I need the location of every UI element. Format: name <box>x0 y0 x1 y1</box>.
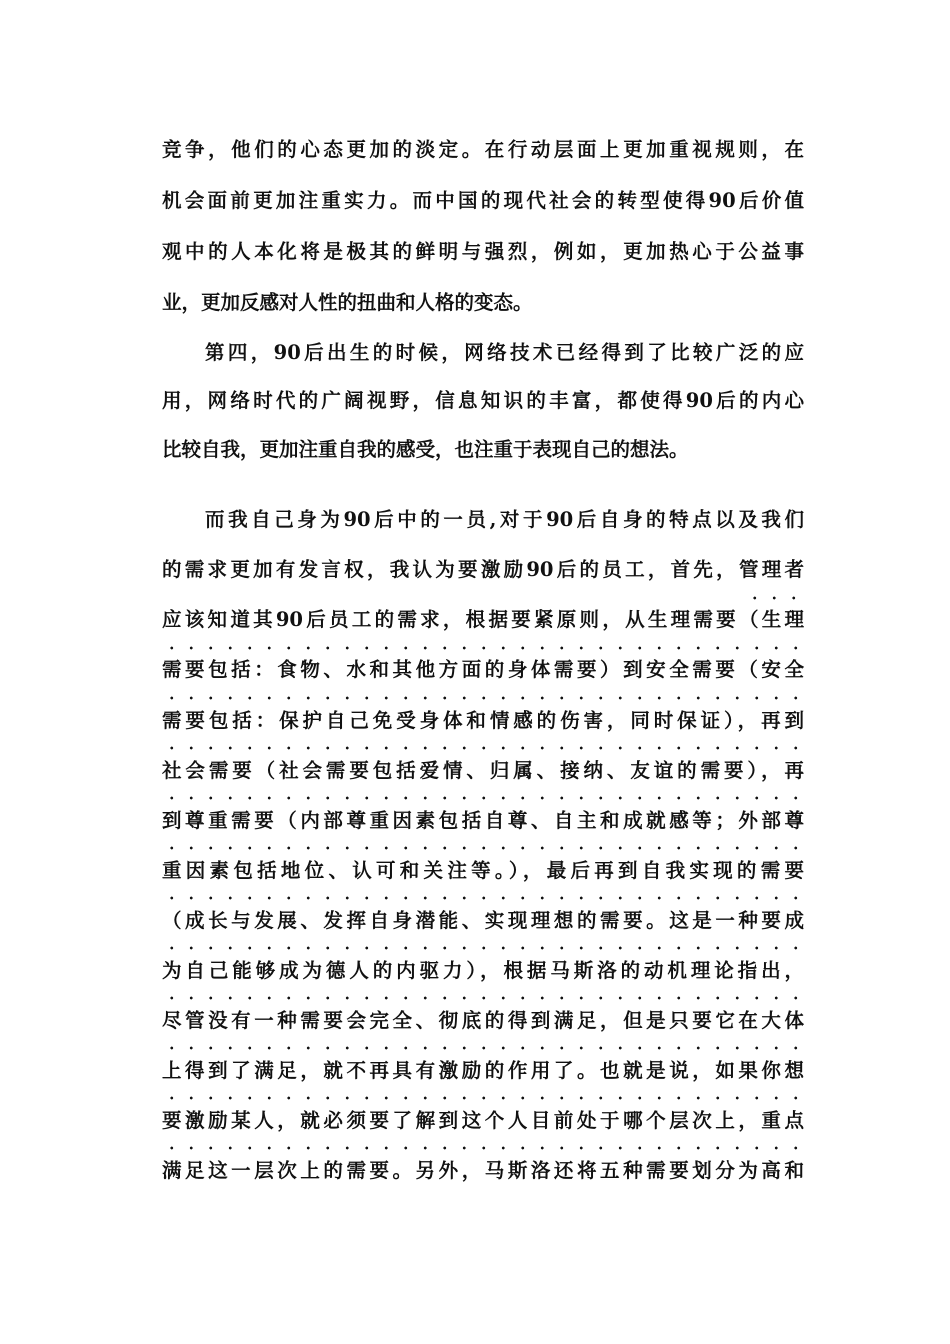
text-line: 需要包括：保护自己免受身体和情感的伤害，同时保证），再到 <box>162 709 804 732</box>
emphasis-dots <box>162 746 804 750</box>
text-line: 上得到了满足，就不再具有激励的作用了。也就是说，如果你想 <box>162 1059 804 1082</box>
text-line: 要激励某人，就必须要了解到这个人目前处于哪个层次上，重点 <box>162 1109 804 1132</box>
text-line: 满足这一层次上的需要。另外，马斯洛还将五种需要划分为高和 <box>162 1159 804 1182</box>
text-line: 的需求更加有发言权，我认为要激励90后的员工，首先，管理者 <box>162 558 804 581</box>
emphasis-dots <box>162 696 804 700</box>
emphasis-dots <box>162 1146 804 1150</box>
text-line: 第四，90后出生的时候，网络技术已经得到了比较广泛的应 <box>205 341 804 364</box>
text-line: 用，网络时代的广阔视野，信息知识的丰富，都使得90后的内心 <box>162 389 804 412</box>
text-line: 观中的人本化将是极其的鲜明与强烈，例如，更加热心于公益事 <box>162 240 804 263</box>
emphasis-dots <box>162 846 804 850</box>
emphasis-dots <box>162 946 804 950</box>
emphasis-dots <box>162 646 804 650</box>
emphasis-dots <box>162 796 804 800</box>
text-line: 机会面前更加注重实力。而中国的现代社会的转型使得90后价值 <box>162 189 804 212</box>
text-line: 比较自我，更加注重自我的感受，也注重于表现自己的想法。 <box>162 438 689 461</box>
text-line: 重因素包括地位、认可和关注等。），最后再到自我实现的需要 <box>162 859 804 882</box>
text-line: 应该知道其90后员工的需求，根据要紧原则，从生理需要（生理 <box>162 608 804 631</box>
text-line: 社会需要（社会需要包括爱情、归属、接纳、友谊的需要），再 <box>162 759 804 782</box>
text-line: 而我自己身为90后中的一员,对于90后自身的特点以及我们 <box>205 508 804 531</box>
text-line: 为自己能够成为德人的内驱力），根据马斯洛的动机理论指出， <box>162 959 804 982</box>
emphasis-dots <box>162 896 804 900</box>
text-line: 到尊重需要（内部尊重因素包括自尊、自主和成就感等；外部尊 <box>162 809 804 832</box>
emphasis-dots <box>162 996 804 1000</box>
emphasis-dots <box>162 1046 804 1050</box>
text-line: 需要包括：食物、水和其他方面的身体需要）到安全需要（安全 <box>162 658 804 681</box>
text-line: 业，更加反感对人性的扭曲和人格的变态。 <box>162 291 533 314</box>
emphasis-dots <box>745 596 805 600</box>
text-line: （成长与发展、发挥自身潜能、实现理想的需要。这是一种要成 <box>162 909 804 932</box>
text-line: 尽管没有一种需要会完全、彻底的得到满足，但是只要它在大体 <box>162 1009 804 1032</box>
text-line: 竞争，他们的心态更加的淡定。在行动层面上更加重视规则，在 <box>162 138 804 161</box>
emphasis-dots <box>162 1096 804 1100</box>
